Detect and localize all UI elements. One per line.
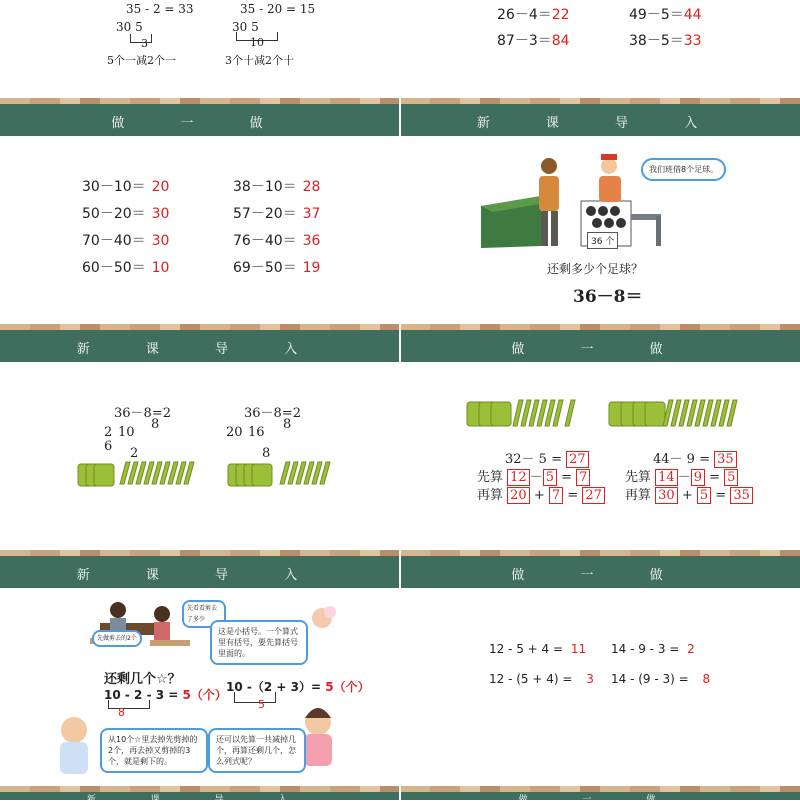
tag-bubble: 先做剪去的2个 xyxy=(92,630,142,647)
slide-title: 做 一 做 xyxy=(518,795,682,805)
then-step-right: 再算 30 + 5 = 35 xyxy=(625,484,753,504)
eq-row-2-right: 38－5＝33 xyxy=(629,33,702,49)
decompose-eq-2: 35 - 20 = 15 xyxy=(240,2,316,16)
slide-title: 新 课 导 入 xyxy=(476,116,724,131)
slide-top-left xyxy=(0,0,399,98)
slide-intro-sticks: 36－8=2 8 2 10 6 2 36－8=2 8 20 16 8 xyxy=(0,362,399,550)
slide-title: 新 课 导 入 xyxy=(76,568,324,583)
slide-title: 新 课 导 入 xyxy=(76,342,324,357)
speech-bubble: 我们班借8个足球。 xyxy=(641,158,726,181)
slide-practice-1: 30－10＝ 20 38－10＝ 28 50－20＝ 30 57－20＝ 37 70－40＝ 30 76－40＝ 36 60－50＝ 10 69－50＝ 19 xyxy=(0,136,399,324)
eq-row-1-left: 26－4＝22 xyxy=(497,7,570,23)
boy-bubble: 从10个☆里去掉先剪掉的2个，再去掉又剪掉的3个，就是剩下的。 xyxy=(100,728,208,773)
girl-bubble: 还可以先算一共减掉几个，再算还剩几个，怎么列式呢？ xyxy=(208,728,306,773)
decompose-split-2: 30 5 xyxy=(232,20,259,34)
equation-text: 36－8＝ xyxy=(573,287,643,307)
slide-intro-parentheses: 先做剪去的2个 先看看剪去了多少 这是小括号。一个算式里有括号，要先算括号里面的。 还剩几个☆？ 10 - 2 - 3 = 5（个） 8 10 -（2 + 3）= 5（个） 5 从10个☆里去掉先剪掉的2个，再去掉又剪掉的3个，就是剩下的。 还可以先算一共减掉几个，再算还剩几个，怎么列式呢？ xyxy=(0,588,399,786)
slide-title: 做 一 做 xyxy=(511,342,689,357)
decompose-note-2: 3个十减2个十 xyxy=(225,54,294,67)
equation-2: 10 -（2 + 3）= 5（个） xyxy=(226,680,370,694)
slide-intro-football xyxy=(401,136,800,324)
decompose-sub-1: 3 xyxy=(141,37,148,50)
slide-practice-2 xyxy=(401,362,800,550)
slide-practice-3: 12 - 5 + 4 = 11 14 - 9 - 3 = 2 12 - (5 + 4) = 3 14 - (9 - 3) = 8 xyxy=(401,588,800,786)
sticks-illustration xyxy=(0,458,399,498)
tag-bubble: 先看看剪去了多少 xyxy=(182,600,226,628)
sticks-illustration xyxy=(401,396,800,436)
column-divider xyxy=(399,0,401,800)
slide-title: 做 一 做 xyxy=(511,568,689,583)
sticks-eq-left: 36－8=2 xyxy=(114,406,171,421)
decompose-sub-2: 10 xyxy=(250,36,264,49)
decompose-eq-1: 35 - 2 = 33 xyxy=(126,2,194,16)
question-text: 还剩多少个足球？ xyxy=(547,262,644,276)
then-step-left: 再算 20 + 7 = 27 xyxy=(477,484,605,504)
equation-1: 10 - 2 - 3 = 5（个） xyxy=(104,688,227,702)
eq-row-1-right: 49－5＝44 xyxy=(629,7,702,23)
first-step-right: 先算 14 － 9 = 5 xyxy=(625,466,738,486)
sticks-eq-right: 36－8=2 xyxy=(244,406,301,421)
slide-title: 新 课 导 入 xyxy=(86,795,314,805)
question-text: 还剩几个☆？ xyxy=(104,672,181,687)
equation-left: 32－ 5 = 27 xyxy=(505,448,589,468)
paren-explain-bubble: 这是小括号。一个算式里有括号，要先算括号里面的。 xyxy=(210,620,308,665)
decompose-note-1: 5个一减2个一 xyxy=(107,54,176,67)
slide-top-right xyxy=(401,0,800,98)
slide-title: 做 一 做 xyxy=(111,116,289,131)
equation-right: 44－ 9 = 35 xyxy=(653,448,737,468)
eq-row-2-left: 87－3＝84 xyxy=(497,33,570,49)
decompose-split-1: 30 5 xyxy=(116,20,143,34)
first-step-left: 先算 12 － 5 = 7 xyxy=(477,466,590,486)
ball-count-label: 36 个 xyxy=(587,232,618,249)
